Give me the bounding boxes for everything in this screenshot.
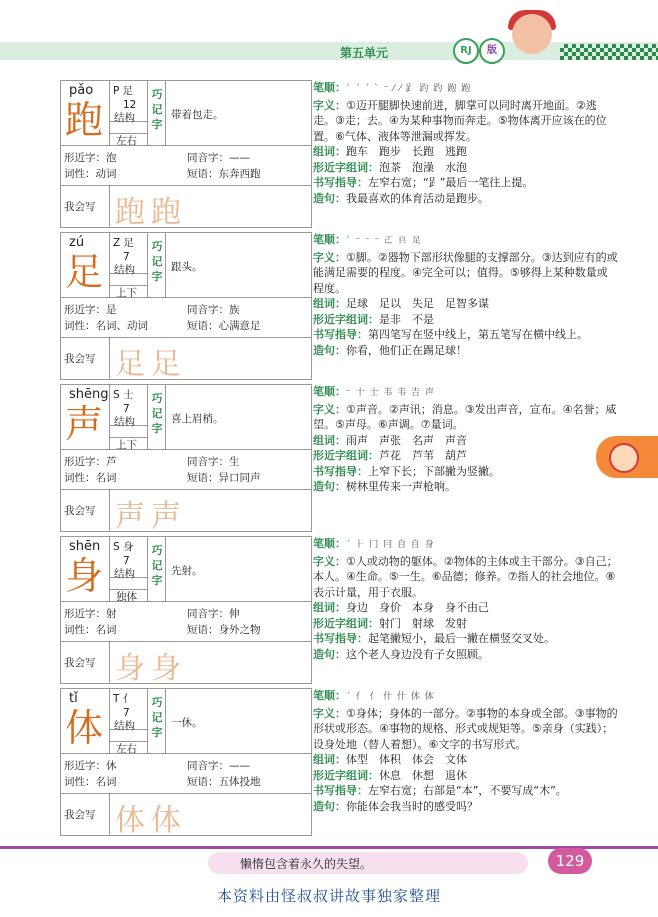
phrase-row: 短语：东奔西跑 [187, 168, 261, 180]
part-of-speech-row: 词性：名词 [64, 472, 117, 484]
character: 足 [65, 250, 104, 294]
sentence-row: 造句：树林里传来一声枪响。 [313, 480, 456, 493]
word-row: 组词：雨声 声张 名声 声音 [313, 433, 467, 447]
word-row: 组词：跑车 跑步 长跑 逃跑 [313, 145, 467, 158]
tracing-characters: 足足 [115, 347, 187, 382]
sentence-row: 造句：我最喜欢的体育活动是跑步。 [313, 191, 489, 205]
stroke-count: 12 [123, 99, 137, 111]
structure-label: 结构 [114, 720, 135, 732]
tracing-characters: 跑跑 [115, 195, 187, 230]
mnemonic: 跟头。 [171, 261, 203, 273]
stroke-count: 7 [123, 707, 130, 719]
radical-index: S 身 [113, 541, 134, 553]
stroke-order-row: 笔顺：ˋ ⁻ ⁻ ⁻ 𠀀 𠂤 足 [313, 233, 422, 246]
similar-word-row: 形近字组词：是非 不是 [313, 312, 434, 326]
pinyin: zú [69, 235, 85, 250]
meaning-row: 字义：①迈开腿脚快速前进，脚掌可以同时离开地面。②逃走。③走；去。④为某种事物而奔走。⑤物体离开应该在的位置。⑥气体、液体等泄漏或挥发。 [313, 98, 607, 143]
rj-badge: RJ [453, 38, 479, 64]
mnemonic: 喜上眉梢。 [171, 413, 224, 425]
similar-char-row: 形近字：泡 [64, 152, 117, 164]
entry-card [60, 232, 312, 380]
stroke-order-row: 笔顺：ˊ ⺊ 冂 冃 自 自 身 [313, 537, 435, 550]
entry-card [60, 688, 312, 836]
entry-detail [313, 688, 618, 814]
entry-card [60, 536, 312, 684]
writing-guide-row: 书写指导：起笔撇短小，最后一撇在横竖交叉处。 [313, 632, 555, 645]
similar-word-row: 形近字组词：芦花 芦苇 葫芦 [313, 449, 467, 462]
sentence-row: 造句：这个老人身边没有子女照顾。 [313, 647, 489, 661]
similar-word-row: 形近字组词：射门 射球 发射 [313, 616, 467, 630]
practice-label: 我会写 [64, 505, 96, 517]
entry-card [60, 384, 312, 532]
mnemonic: 带着包走。 [171, 109, 224, 121]
unit-title: 第五单元 [340, 46, 389, 60]
word-row: 组词：足球 足以 失足 足智多谋 [313, 297, 489, 310]
part-of-speech-row: 词性：名词 [64, 624, 117, 636]
entry-detail [313, 384, 618, 495]
structure-value: 左右 [116, 743, 137, 755]
character: 跑 [65, 98, 104, 142]
part-of-speech-row: 词性：名词 [64, 776, 117, 788]
structure-value: 上下 [116, 287, 137, 299]
mnemonic-label: 巧 记 字 [151, 240, 163, 283]
radical-index: P 足 [113, 85, 134, 97]
structure-label: 结构 [114, 416, 135, 428]
structure-label: 结构 [114, 568, 135, 580]
phrase-row: 短语：心满意足 [187, 320, 261, 332]
meaning-row: 字义：①身体；身体的一部分。②事物的本身或全部。③事物的形状或形态。④事物的规格、形式或规矩等。⑤亲身（实践）；设身处地（替人着想）。⑥文字的书写形式。 [313, 706, 618, 751]
pinyin: tǐ [69, 691, 78, 706]
character: 体 [65, 706, 104, 750]
checker-decoration [560, 44, 658, 60]
entry-detail [313, 536, 618, 662]
stroke-order-row: 笔顺：⁻ 十 士 韦 韦 吉 声 [313, 385, 435, 398]
practice-label: 我会写 [64, 353, 96, 365]
writing-guide-row: 书写指导：第四笔写在竖中线上，第五笔写在横中线上。 [313, 328, 588, 341]
structure-label: 结构 [114, 112, 135, 124]
mnemonic: 一休。 [171, 717, 203, 729]
radical-index: T 亻 [113, 693, 134, 705]
radical-index: Z 足 [113, 237, 135, 249]
practice-label: 我会写 [64, 657, 96, 669]
homophone-row: 同音字：生 [187, 456, 240, 468]
phrase-row: 短语：异口同声 [187, 472, 261, 484]
stroke-order-row: 笔顺：ˋ ˊ ˊ ˋ ⁻ ⁄ ⁄ 𧾷 趵 趵 跑 跑 [313, 81, 472, 94]
word-row: 组词：体型 体积 体会 文体 [313, 753, 467, 766]
phrase-row: 短语：五体投地 [187, 776, 261, 788]
mnemonic-label: 巧 记 字 [151, 544, 163, 587]
page-header [0, 0, 658, 72]
similar-word-row: 形近字组词：泡茶 泡澡 水泡 [313, 160, 467, 174]
edition-badge: 版 [479, 38, 505, 64]
side-mascot-icon [609, 443, 639, 473]
pinyin: pǎo [69, 83, 94, 98]
tracing-characters: 身身 [115, 651, 187, 686]
similar-char-row: 形近字：是 [64, 304, 117, 316]
part-of-speech-row: 词性：名词、动词 [64, 320, 148, 332]
stroke-count: 7 [123, 403, 130, 415]
writing-guide-row: 书写指导：左窄右宽；右部是“本”，不要写成“木”。 [313, 784, 567, 797]
mnemonic: 先射。 [171, 565, 203, 577]
similar-char-row: 形近字：休 [64, 760, 117, 772]
tracing-characters: 体体 [115, 803, 187, 838]
footer-motto: 懒惰包含着永久的失望。 [240, 857, 373, 871]
mnemonic-label: 巧 记 字 [151, 696, 163, 739]
stroke-order-row: 笔顺：ˊ 亻 亻 什 什 休 体 [313, 689, 435, 702]
meaning-row: 字义：①脚。②器物下部形状像腿的支撑部分。③达到应有的或能满足需要的程度。④完全可以；值得。⑤够得上某种数量或程度。 [313, 250, 618, 295]
character: 声 [65, 402, 104, 446]
tracing-characters: 声声 [115, 499, 187, 534]
structure-value: 独体 [116, 591, 137, 603]
character: 身 [65, 554, 104, 598]
structure-value: 左右 [116, 135, 137, 147]
entry-card [60, 80, 312, 228]
word-row: 组词：身边 身价 本身 身不由己 [313, 601, 489, 614]
practice-label: 我会写 [64, 201, 96, 213]
homophone-row: 同音字：—— [187, 760, 250, 772]
homophone-row: 同音字：—— [187, 152, 250, 164]
meaning-row: 字义：①人或动物的躯体。②物体的主体或主干部分。③自己；本人。④生命。⑤一生。⑥品德；修养。⑦指人的社会地位。⑧表示计量，用于衣服。 [313, 554, 618, 599]
mascot-icon [512, 14, 552, 54]
sentence-row: 造句：你能体会我当时的感受吗？ [313, 799, 478, 813]
similar-char-row: 形近字：芦 [64, 456, 117, 468]
part-of-speech-row: 词性：动词 [64, 168, 117, 180]
pinyin: shēng [69, 387, 109, 402]
homophone-row: 同音字：族 [187, 304, 240, 316]
structure-value: 上下 [116, 439, 137, 451]
sentence-row: 造句：你看，他们正在踢足球！ [313, 343, 467, 357]
page-number: 129 [548, 848, 592, 874]
meaning-row: 字义：①声音。②声讯；消息。③发出声音，宣布。④名誉；威望。⑤声母。⑥声调。⑦量词。 [313, 402, 617, 431]
stroke-count: 7 [123, 251, 130, 263]
credit-line: 本资料由怪叔叔讲故事独家整理 [216, 887, 441, 905]
pinyin: shēn [69, 539, 101, 554]
entry-detail [313, 80, 618, 206]
similar-word-row: 形近字组词：休息 休想 退休 [313, 768, 467, 782]
mnemonic-label: 巧 记 字 [151, 392, 163, 435]
structure-label: 结构 [114, 264, 135, 276]
mnemonic-label: 巧 记 字 [151, 88, 163, 131]
phrase-row: 短语：身外之物 [187, 624, 261, 636]
homophone-row: 同音字：伸 [187, 608, 240, 620]
stroke-count: 7 [123, 555, 130, 567]
radical-index: S 士 [113, 389, 134, 401]
writing-guide-row: 书写指导：左窄右宽；“𧾷”最后一笔往上提。 [313, 176, 534, 189]
writing-guide-row: 书写指导：上窄下长；下部撇为竖撇。 [313, 464, 500, 478]
practice-label: 我会写 [64, 809, 96, 821]
similar-char-row: 形近字：射 [64, 608, 117, 620]
entry-detail [313, 232, 618, 358]
